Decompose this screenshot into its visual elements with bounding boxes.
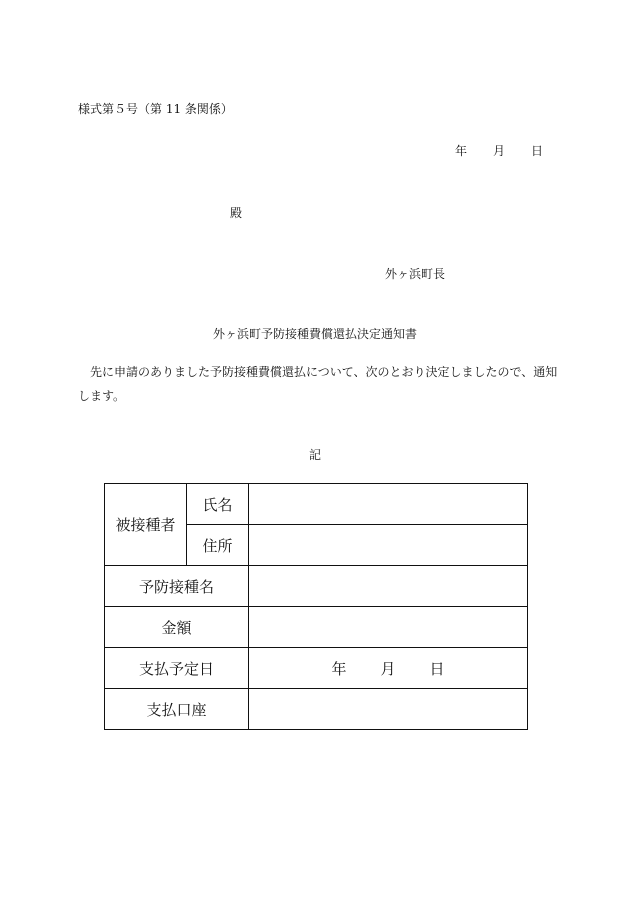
- name-label: 氏名: [187, 484, 249, 525]
- form-number: 様式第５号（第 11 条関係）: [78, 102, 233, 116]
- amount-field[interactable]: [249, 607, 528, 648]
- account-field[interactable]: [249, 689, 528, 730]
- date-month: 月: [493, 144, 506, 158]
- table-row: [105, 607, 528, 648]
- date-day: 日: [531, 144, 544, 158]
- name-field[interactable]: [249, 484, 528, 525]
- address-field[interactable]: [249, 525, 528, 566]
- address-label: 住所: [187, 525, 249, 566]
- table-row: [105, 689, 528, 730]
- date-year: 年: [455, 144, 468, 158]
- addressee-honorific: 殿: [230, 206, 243, 220]
- table-row: [105, 648, 528, 689]
- table-row: [105, 484, 528, 525]
- pay-date-month: 月: [380, 659, 396, 678]
- pay-date-day: 日: [429, 659, 445, 678]
- issue-date: [455, 142, 543, 159]
- document-title: 外ヶ浜町予防接種費償還払決定通知書: [212, 327, 417, 341]
- ki-label: 記: [308, 448, 321, 462]
- payment-date-field[interactable]: [249, 648, 528, 689]
- vaccine-name-label: 予防接種名: [105, 566, 249, 607]
- detail-table: [104, 483, 528, 730]
- issuer-name: 外ヶ浜町長: [385, 267, 446, 281]
- account-label: 支払口座: [105, 689, 249, 730]
- table-row: [105, 566, 528, 607]
- vaccine-name-field[interactable]: [249, 566, 528, 607]
- payment-date-label: 支払予定日: [105, 648, 249, 689]
- amount-label: 金額: [105, 607, 249, 648]
- notice-body: 先に申請のありました予防接種費償還払について、次のとおり決定しましたので、通知します。: [78, 365, 558, 403]
- pay-date-year: 年: [331, 659, 347, 678]
- recipient-group-label: 被接種者: [105, 484, 187, 566]
